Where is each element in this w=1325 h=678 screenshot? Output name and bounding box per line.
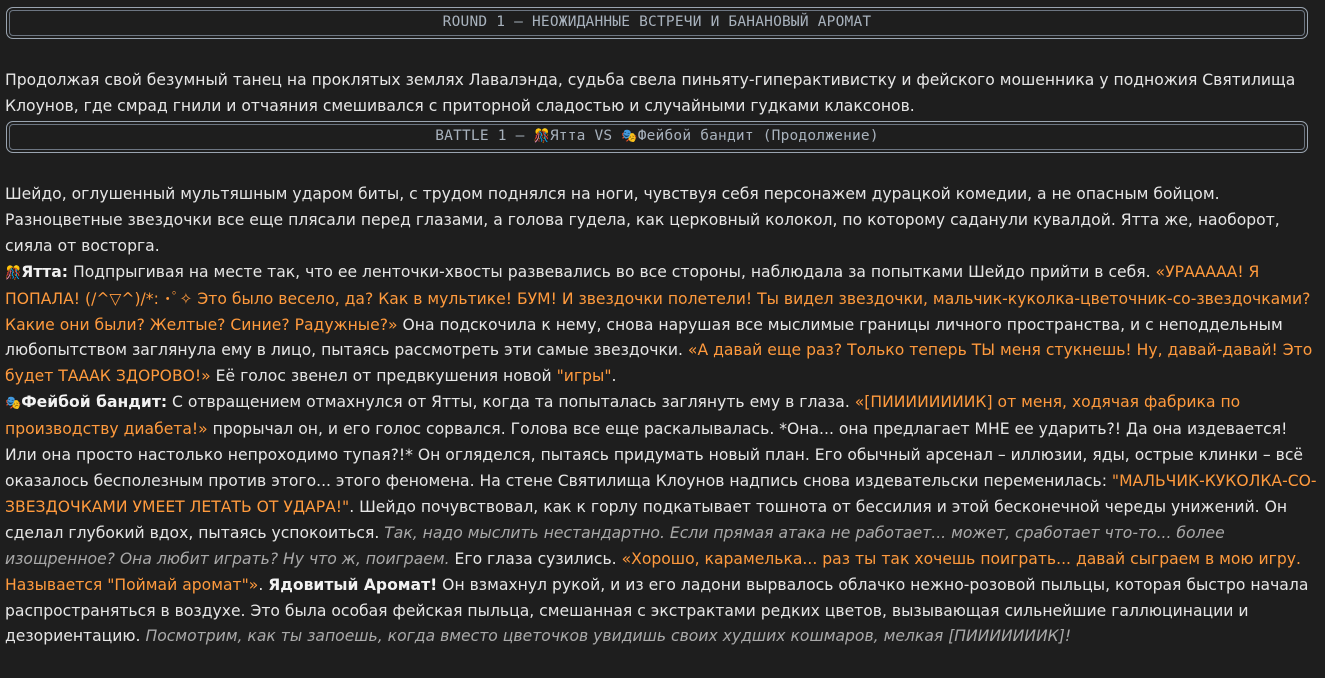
feyboy-action-4: Его глаза сузились. — [449, 549, 622, 568]
feyboy-action-2: прорычал он, и его голос сорвался. Голова все еще раскалывалась. *Она... она предлагает МНЕ ее ударить?! Да она издевается! Или она просто настолько непроходимо тупая?!* Он огляделся, пытаясь придумать новый план. Его обычный арсенал – иллюзии, яды, острые клинки – всё оказалось бесполезным против этого... этого феномена. На стене Святилища Клоунов надпись снова издевательски переменилась: — [5, 420, 1304, 490]
yatta-quote-3: "игры" — [556, 367, 612, 386]
feyboy-thought-1: Так, надо мыслить нестандартно. Если прямая атака не работает... может, сработает что-то... более изощренное? Она любит играть? Ну что ж, поиграем. — [5, 523, 1225, 568]
yatta-action-1: Подпрыгивая на месте так, что ее ленточки-хвосты развевались во все стороны, наблюдала за попытками Шейдо прийти в себя. — [68, 262, 1156, 281]
yatta-action-3: Её голос звенел от предвкушения новой — [210, 367, 557, 386]
feyboy-action-5: . — [258, 575, 269, 594]
story-body — [5, 182, 1321, 650]
round-banner: ROUND 1 – НЕОЖИДАННЫЕ ВСТРЕЧИ И БАНАНОВЫЙ АРОМАТ — [6, 7, 1308, 39]
battle-player-1: Ятта — [549, 128, 586, 144]
feyboy-action-6: Он взмахнул рукой, и из его ладони вырвалось облачко нежно-розовой пыльцы, которая быстро начала распространяться в воздухе. Это была особая фейская пыльца, смешанная с экстрактами редких цветов, вызывающая сильнейшие галлюцинации и дезориентацию. — [5, 575, 1309, 646]
feyboy-action-3: . Шейдо почувствовал, как к горлу подкатывает тошнота от бессилия и этой бесконечной череды унижений. Он сделал глубокий вдох, пытаясь успокоиться. — [5, 497, 1288, 542]
confetti-icon: 🎊 — [5, 265, 22, 281]
previous-banner-edge — [0, 0, 1325, 4]
confetti-icon: 🎊 — [533, 129, 550, 144]
battle-prefix: BATTLE 1 – — [435, 128, 534, 144]
speaker-name-feyboy: Фейбой бандит: — [21, 393, 168, 412]
intro-paragraph: Продолжая свой безумный танец на проклятых землях Лавалэнда, судьба свела пиньяту-гиперактивистку и фейского мошенника у подножия Святилища Клоунов, где смрад гнили и отчаяния смешивался с приторной сладостью и случайными гудками клаксонов. — [5, 71, 1296, 115]
theater-masks-icon: 🎭 — [621, 129, 638, 144]
theater-masks-icon: 🎭 — [5, 396, 22, 412]
yatta-action-4: . — [611, 367, 617, 386]
feyboy-quote-3: «Хорошо, карамелька... раз ты так хочешь поиграть... давай сыграем в мою игру. Называется "Поймай аромат"» — [5, 549, 1301, 594]
yatta-quote-2: «А давай еще раз? Только теперь ТЫ меня стукнешь! Ну, давай-давай! Это будет ТААAК ЗДОРОВО!» — [5, 341, 1313, 386]
feyboy-thought-2: Посмотрим, как ты запоешь, когда вместо цветочков увидишь своих худших кошмаров, мелкая [ПИИИИИИИК]! — [145, 627, 1072, 646]
yatta-quote-1: «УРААААА! Я ПОПАЛА! (/^▽^)/*: ･ﾟ✧ Это было весело, да? Как в мультике! БУМ! И звездочки полетели! Ты видел звездочки, мальчик-куколка-цветочник-со-звездочками? Какие они были? Желтые? Синие? Радужные?» — [5, 262, 1311, 334]
battle-player-2: Фейбой бандит (Продолжение) — [637, 128, 879, 144]
speaker-name-yatta: Ятта: — [21, 262, 69, 281]
feyboy-turn — [5, 390, 1321, 650]
yatta-turn — [5, 260, 1321, 391]
feyboy-quote-1: «[ПИИИИИИИИК] от меня, ходячая фабрика по производству диабета!» — [5, 393, 1241, 439]
feyboy-quote-2: "МАЛЬЧИК-КУКОЛКА-СО-ЗВЕЗДОЧКАМИ УМЕЕТ ЛЕТАТЬ ОТ УДАРА!" — [5, 471, 1317, 516]
feyboy-action-1: С отвращением отмахнулся от Ятты, когда та попыталась заглянуть ему в глаза. — [167, 393, 855, 412]
narration-paragraph: Шейдо, оглушенный мультяшным ударом биты, с трудом поднялся на ноги, чувствуя себя персонажем дурацкой комедии, а не опасным бойцом. Разноцветные звездочки все еще плясали перед глазами, а голова гудела, как церковный колокол, по которому саданули кувалдой. Ятта же, наоборот, сияла от восторга. — [5, 185, 1280, 255]
battle-vs: VS — [585, 128, 622, 144]
battle-banner — [6, 121, 1308, 153]
yatta-action-2: Она подскочила к нему, снова нарушая все мыслимые границы личного пространства, и с неподдельным любопытством заглянула ему в лицо, пытаясь рассмотреть эти самые звездочки. — [5, 315, 1283, 360]
skill-name: Ядовитый Аромат! — [268, 575, 438, 594]
